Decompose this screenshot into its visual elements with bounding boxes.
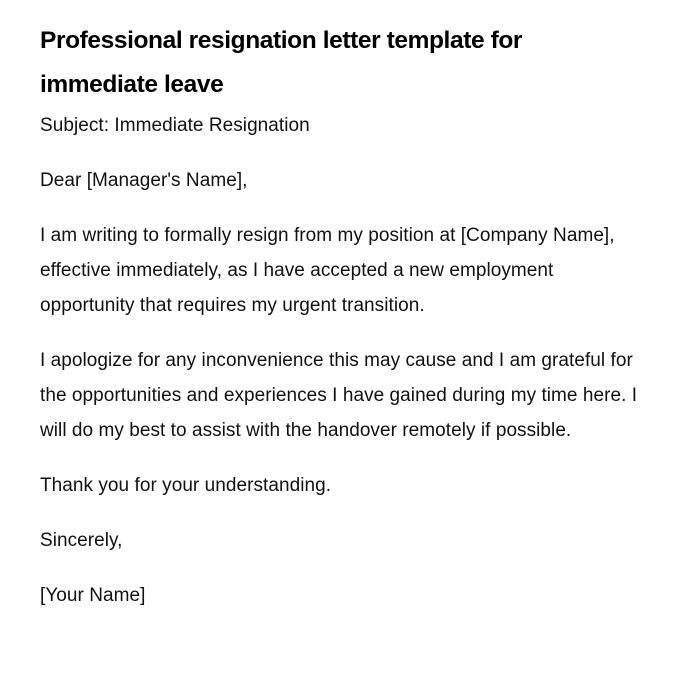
letter-greeting: Dear [Manager's Name], bbox=[40, 170, 248, 191]
letter-paragraph-thanks: Thank you for your understanding. bbox=[40, 475, 332, 496]
letter-paragraph-apology: I apologize for any inconvenience this may cause and I am grateful for the opportunities and experiences I have gained during my time here. I will do my best to assist with the handover remotely if possible. bbox=[40, 350, 638, 441]
document-title: Professional resignation letter template for immediate leave bbox=[40, 27, 523, 98]
letter-document bbox=[40, 19, 640, 633]
letter-signature: [Your Name] bbox=[40, 585, 146, 606]
letter-paragraph-intent: I am writing to formally resign from my position at [Company Name], effective immediately, as I have accepted a new employment opportunity that requires my urgent transition. bbox=[40, 225, 615, 316]
letter-subject: Subject: Immediate Resignation bbox=[40, 115, 310, 136]
letter-closing: Sincerely, bbox=[40, 530, 123, 551]
